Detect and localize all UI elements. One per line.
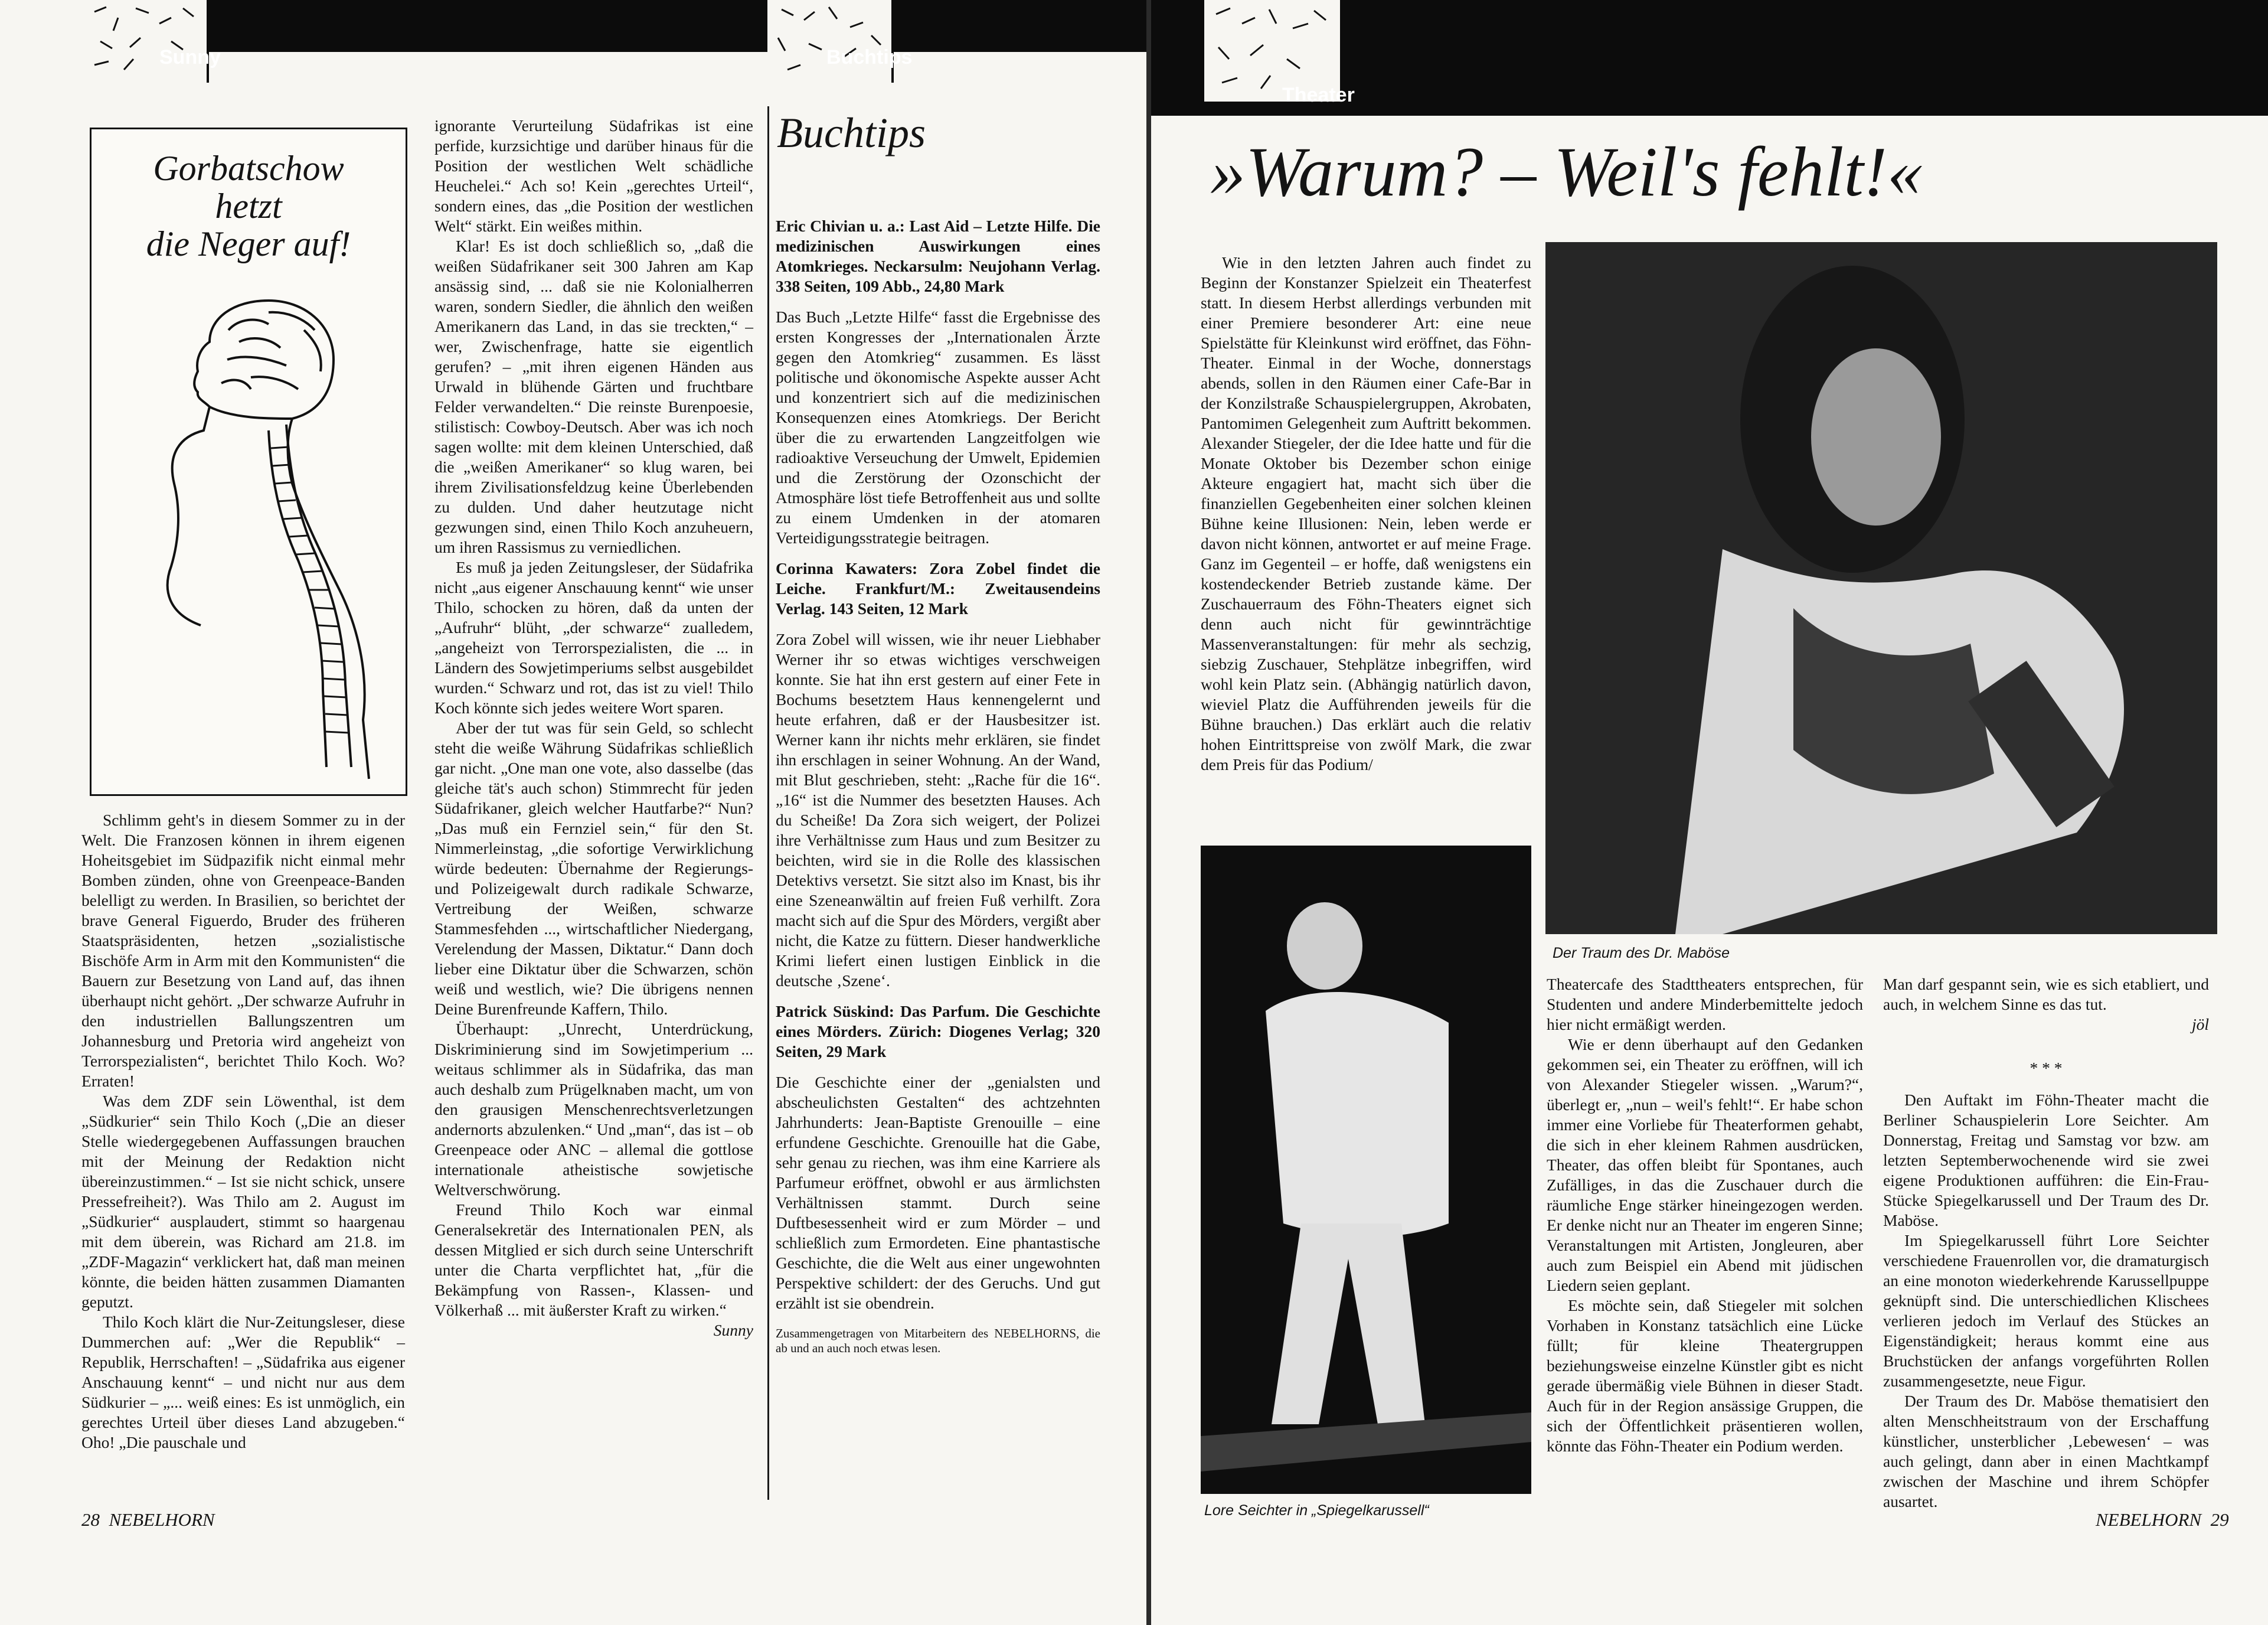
header-pattern-tab [83, 0, 209, 83]
sunny-paragraph: Freund Thilo Koch war einmal Generalsekretär des Internationalen PEN, als dessen Mitglied er sich durch seine Unterschrift unter die Charta verpflichtet hat, „für die Bekämpfung von Rassen-, Klassen- und Völkerhaß ... mit äußerster Kraft zu wirken.“ [434, 1200, 753, 1319]
theater-signature: jöl [2191, 1015, 2209, 1033]
sunny-paragraph: Überhaupt: „Unrecht, Unterdrückung, Diskriminierung sind im Sowjetimperium ... weitaus schlimmer als in Südafrika, das man auch deshalb zum Prügelknaben macht, um von den grausigen Menschenrechtsverletzungen andernorts abzulenken.“ Und „man“, das ist – ob Greenpeace oder ANC – allemal die gottlose internationale atheistische sowjetische Weltverschwörung. [434, 1020, 753, 1199]
page-footer-left: 28 NEBELHORN [81, 1509, 215, 1530]
theater-mid-column [1547, 974, 1863, 1456]
header-bar-theater [1151, 0, 2268, 116]
header-bar-buchtips [767, 0, 1146, 68]
photo-spiegelkarussell [1201, 846, 1531, 1494]
section-label-sunny: Sunny [159, 46, 221, 68]
book-review-text: Zora Zobel will wissen, wie ihr neuer Liebhaber Werner ihr so etwas wichtiges verschweigen konnte. Sie hat ihn erst gestern auf einer Fete in Bochums besetztem Haus kennengelernt und heute erfahren, daß er der Hausbesitzer ist. Werner kann ihr nichts mehr erklären, sie findet ihn erschlagen in seiner Wohnung. An der Wand, mit Blut geschrieben, steht: „Rache für die 16“. „16“ ist die Nummer des besetzten Hauses. Ach du Scheiße! Da Zora sich weigert, der Polizei ihre Verhältnisse zum Haus und zum Besitzer zu beichten, wird sie in die Rolle des klassischen Detektivs versetzt. Sie sitzt also im Knast, bis ihr eine Szeneanwältin auf freien Fuß verhilft. Zora macht sich auf die Spur des Mörders, vergißt aber nicht, die Katze zu füttern. Dieser handwerkliche Krimi liefert einen lustigen Einblick in die deutsche ‚Szene‘. [776, 630, 1100, 990]
illustration-box [90, 128, 407, 796]
box-title [91, 149, 406, 263]
page-footer-right: NEBELHORN 29 [2096, 1509, 2229, 1530]
buchtips-column [776, 216, 1100, 1356]
theater-paragraph: Im Spiegelkarussell führt Lore Seichter verschiedene Frauenrollen vor, die dramaturgisch an eine monoton wiederkehrende Karussellpuppe geknüpft sind. Die unterschiedlichen Klischees verlieren jedoch im Verlauf des Stückes an Eigenständigkeit; heraus kommt eine aus Bruchstücken der anfangs vorgeführten Rollen zusammengesetzte, neue Figur. [1883, 1231, 2209, 1390]
box-title-line-2: hetzt [215, 187, 282, 226]
book-bibliography: Patrick Süskind: Das Parfum. Die Geschichte eines Mörders. Zürich: Diogenes Verlag; 320 Seiten, 29 Mark [776, 1002, 1100, 1061]
confetti-pattern-icon [767, 0, 891, 83]
sunny-paragraph: Klar! Es ist doch schließlich so, „daß die weißen Südafrikaner seit 300 Jahren am Kap ansässig sind, ... daß sie nie Kolonialherren waren, sondern Siedler, die ähnlich den weißen Amerikanern das Land, in das sie treckten,“ – wer, Zwischenfrage, hatte sie eigentlich gerufen? – „mit ihren eigenen Händen aus Urwald in blühende Gärten und fruchtbare Felder verwandelten.“ Die reinste Burenpoesie, stilistisch: Cowboy-Deutsch. Aber was ich noch sagen wollte: mit dem kleinen Unterschied, daß die „weißen Amerikaner“ so klug waren, bei ihrem Zivilisationsfeldzug keine Überlebenden zu dulden. Und daher heutzutage nicht gezwungen sind, einen Thilo Koch anzuheuern, um ihren Rassismus zu verniedlichen. [434, 237, 753, 556]
theater-paragraph: Es möchte sein, daß Stiegeler mit solchen Vorhaben in Konstanz tatsächlich eine Lücke füllt; für kleine Theatergruppen beziehungsweise einzelne Künstler gibt es nicht gerade übermäßig viele Bühnen in dieser Stadt. Auch für in der Region ansässige Gruppen, die sich der Öffentlichkeit präsentieren wollen, könnte das Föhn-Theater ein Podium werden. [1547, 1296, 1863, 1455]
section-label-buchtips: Buchtips [826, 46, 913, 68]
sunny-paragraph: Was dem ZDF sein Löwenthal, ist dem „Südkurier“ sein Thilo Koch („Die an dieser Stelle wiedergegebenen Auffassungen brauchen mit der Meinung der Redaktion nicht übereinzustimmen.“ – Ist sie nicht schick, unsere Pressefreiheit?). Was Thilo am 2. August im „Südkurier“ ausplaudert, stimmt so haargenau mit dem überein, was Richard am 21.8. im „ZDF-Magazin“ verklickert hat, daß man meinen könnte, die beiden hätten zusammen Diamanten geputzt. [81, 1092, 405, 1311]
section-label-theater: Theater [1282, 84, 1355, 106]
theater-intro-column [1201, 253, 1531, 775]
sunny-paragraph: Thilo Koch klärt die Nur-Zeitungsleser, diese Dummerchen auf: „Wer die Republik“ – Republik, Herrschaften! – „Südafrika aus eigener Anschauung kennt“ – und nicht nur aus dem Südkurier – „... weiß eines: Es ist unmöglich, ein gerechtes Urteil über dieses Land abzugeben.“ Oho! „Die pauschale und [81, 1313, 405, 1451]
sunny-signature: Sunny [713, 1321, 753, 1339]
buchtips-title: Buchtips [777, 109, 926, 156]
confetti-pattern-icon [83, 0, 207, 83]
theater-paragraph: Der Traum des Dr. Maböse thematisiert den alten Menschheitstraum von der Erschaffung künstlicher, unsterblicher ‚Lebewesen‘ – was auch gelingt, dann aber in einen Machtkampf zwischen der Maschine und ihrem Schöpfer ausartet. [1883, 1392, 2209, 1510]
sunny-column-a [81, 810, 405, 1453]
sunny-paragraph: ignorante Verurteilung Südafrikas ist eine perfide, kurzsichtige und darüber hinaus für die Position der westlichen Welt schädliche Heuchelei.“ Ach so! Kein „gerechtes Urteil“, sondern eines, das „die Position der westlichen Welt“ stärkt. Ein weißes mithin. [434, 116, 753, 235]
header-bar-sunny [83, 0, 767, 68]
theater-paragraph: Den Auftakt im Föhn-Theater macht die Berliner Schauspielerin Lore Seichter. Am Donnerstag, Freitag und Samstag vor bzw. am letzten Septemberwochenende wird sie zwei eigene Produktionen aufführen: die Ein-Frau-Stücke Spiegelkarussell und Der Traum des Dr. Maböse. [1883, 1091, 2209, 1229]
header-pattern-tab [767, 0, 894, 83]
theater-paragraph: Wie in den letzten Jahren auch findet zu Beginn der Konstanzer Spielzeit ein Theaterfest statt. In diesem Herbst allerdings verbunden mit einer Premiere besonderer Art: eine neue Spielstätte für Kleinkunst wird eröffnet, das Föhn-Theater. Einmal in der Woche, donnerstags abends, sollen in den Räumen einer Cafe-Bar in der Konzilstraße Schauspielergruppen, Akrobaten, Pantomimen Gelegenheit zum Auftritt bekommen. Alexander Stiegeler, der die Idee hatte und für die Monate Oktober bis Dezember schon einige Akteure engagiert hat, macht sich über die finanziellen Gegebenheiten einer solchen kleinen Bühne keine Illusionen: Nein, leben werde er davon nicht können, antwortet er auf meine Frage. Ganz im Gegenteil – er hoffe, daß wenigstens ein kostendeckender Betrieb zustande käme. Der Zuschauerraum des Föhn-Theaters eignet sich denn auch nicht für gewinnträchtige Massenveranstaltungen: für mehr als sechzig, siebzig Zuschauer, Stehplätze inbegriffen, wird wohl kein Platz sein. (Abhängig natürlich davon, wieviel Platz die Aufführenden jeweils für die Bühne brauchen.) Das erklärt auch die relativ hohen Eintrittspreise von zwölf Mark, die zwar dem Preis für das Podium/ [1201, 253, 1531, 774]
box-title-line-3: die Neger auf! [146, 224, 351, 263]
right-page [1151, 0, 2268, 1625]
sunny-paragraph: Aber der tut was für sein Geld, so schlecht steht die weiße Währung Südafrikas schließlich gar nicht. „One man one vote, also dasselbe (das gleiche tät's auch schon) Stimmrecht für jeden Südafrikaner, gleich welcher Hautfarbe?“ Nun? „Das muß ein Fernziel sein,“ für den St. Nimmerleinstag, „die sofortige Verwirklichung würde bedeuten: Übernahme der Regierungs- und Polizeigewalt durch radikale Schwarze, Vertreibung der Weißen, schwarze Stammesfehden ..., wirtschaftlicher Niedergang, Verelendung der Massen, Diktatur.“ Dann doch lieber eine Diktatur über die Schwarzen, schön weiß und westlich, wie? Die übrigens nennen Deine Burenfreunde Kaffern, Thilo. [434, 719, 753, 1018]
book-bibliography: Corinna Kawaters: Zora Zobel findet die Leiche. Frankfurt/M.: Zweitausendeins Verlag. 143 Seiten, 12 Mark [776, 559, 1100, 618]
photo-caption-bottom: Lore Seichter in „Spiegelkarussell“ [1204, 1502, 1429, 1519]
book-review-text: Das Buch „Letzte Hilfe“ fasst die Ergebnisse des ersten Kongresses der „Internationalen Ärzte gegen den Atomkrieg“ zusammen. Es lässt politische und ökonomische Aspekte ausser Acht und konzentriert sich auf die medizinischen Konsequenzen eines Atomkriegs. Der Bericht über die zu erwartenden Langzeitfolgen wie radioaktive Verseuchung der Umwelt, Epidemien und die Zerstörung der Ozonschicht der Atmosphäre löst tiefe Betroffenheit aus und sollte zu einem Umdenken in der atomaren Verteidigungsstrategie beitragen. [776, 308, 1100, 547]
brain-spine-drawing [91, 259, 406, 791]
sunny-paragraph: Es muß ja jeden Zeitungsleser, der Südafrika nicht „aus eigener Anschauung kennt“ wie unser Thilo, schocken zu hören, daß da unten der „Aufruhr“ blüht, „der schwarze“ zualledem, „angeheizt von Terrorspezialisten, die ... in Ländern des Sowjetimperiums selbst ausgebildet wurden.“ Schwarz und rot, das ist zu viel! Thilo Koch könnte sich jedes weitere Wort sparen. [434, 558, 753, 717]
column-rule [767, 106, 769, 1500]
theater-paragraph: Man darf gespannt sein, wie es sich etabliert, und auch, in welchem Sinne es das tut. [1883, 975, 2209, 1013]
performer-photo-graphic [1545, 242, 2217, 934]
box-title-line-1: Gorbatschow [153, 149, 344, 188]
theater-paragraph: Theatercafe des Stadttheaters entsprechen, für Studenten und andere Minderbemittelte jedoch hier nicht ermäßigt werden. [1547, 975, 1863, 1033]
photo-caption-top: Der Traum des Dr. Maböse [1553, 945, 1730, 961]
book-bibliography: Eric Chivian u. a.: Last Aid – Letzte Hilfe. Die medizinischen Auswirkungen eines Atomkrieges. Neckarsulm: Neujohann Verlag. 338 Seiten, 109 Abb., 24,80 Mark [776, 217, 1100, 295]
sunny-column-b [434, 116, 753, 1340]
buchtips-credit: Zusammengetragen von Mitarbeitern des NEBELHORNS, die ab und an auch noch etwas lesen. [776, 1326, 1100, 1355]
book-review-text: Die Geschichte einer der „genialsten und abscheulichsten Gestalten“ des achtzehnten Jahrhunderts: Jean-Baptiste Grenouille – eine erfundene Geschichte. Grenouille hat die Gabe, sehr genau zu riechen, was ihm eine Karriere als Parfumeur eröffnet, obwohl er aus ärmlichsten Verhältnissen stammt. Durch seine Duftbesessenheit wird er zum Mörder – und schließlich zum Ermordeten. Eine phantastische Geschichte, die die Welt aus einer ungewohnten Perspektive schildert: der des Geruchs. Und gut erzählt ist sie obendrein. [776, 1073, 1100, 1312]
sunny-paragraph: Schlimm geht's in diesem Sommer zu in der Welt. Die Franzosen können in ihrem eigenen Hoheitsgebiet im Südpazifik nicht einmal mehr Bomben zünden, ohne von Greenpeace-Banden belelligt zu werden. In Brasilien, so berichtet der brave General Figuerdo, Bruder des früheren Staatspräsidenten, hetzen „sozialistische Bischöfe Arm in Arm mit den Kommunisten“ die Bauern zur Besetzung von Land auf, das ihnen überhaupt nicht gehört. „Der schwarze Aufruhr in den industriellen Ballungszentren um Johannesburg und Pretoria wird angeheizt von Terrorspezialisten“, berichtet Thilo Koch. Wo? Erraten! [81, 811, 405, 1090]
theater-right-column [1883, 974, 2209, 1512]
performer-photo-graphic [1201, 846, 1531, 1494]
theater-paragraph: Wie er denn überhaupt auf den Gedanken gekommen sei, ein Theater zu eröffnen, will ich von Alexander Stiegeler wissen. „Warum?“, überlegt er, „nun – weil's fehlt!“. Er habe schon immer eine Vorliebe für Theaterformen gehabt, die sich in eher kleinem Rahmen ausdrücken, Theater, das offen bleibt für Spontanes, auch Zufälliges, in das die Zuschauer durch die räumliche Enge stärker hineingezogen werden. Er denke nicht nur an Theater im engeren Sinne; Veranstaltungen mit Artisten, Jongleuren, aber auch zum Beispiel ein Abend mit jüdischen Liedern seien geplant. [1547, 1035, 1863, 1294]
section-stars: * * * [2030, 1059, 2063, 1077]
article-headline: »Warum? – Weil's fehlt!« [1210, 132, 1923, 211]
photo-traum-des-dr-mabose [1545, 242, 2217, 934]
